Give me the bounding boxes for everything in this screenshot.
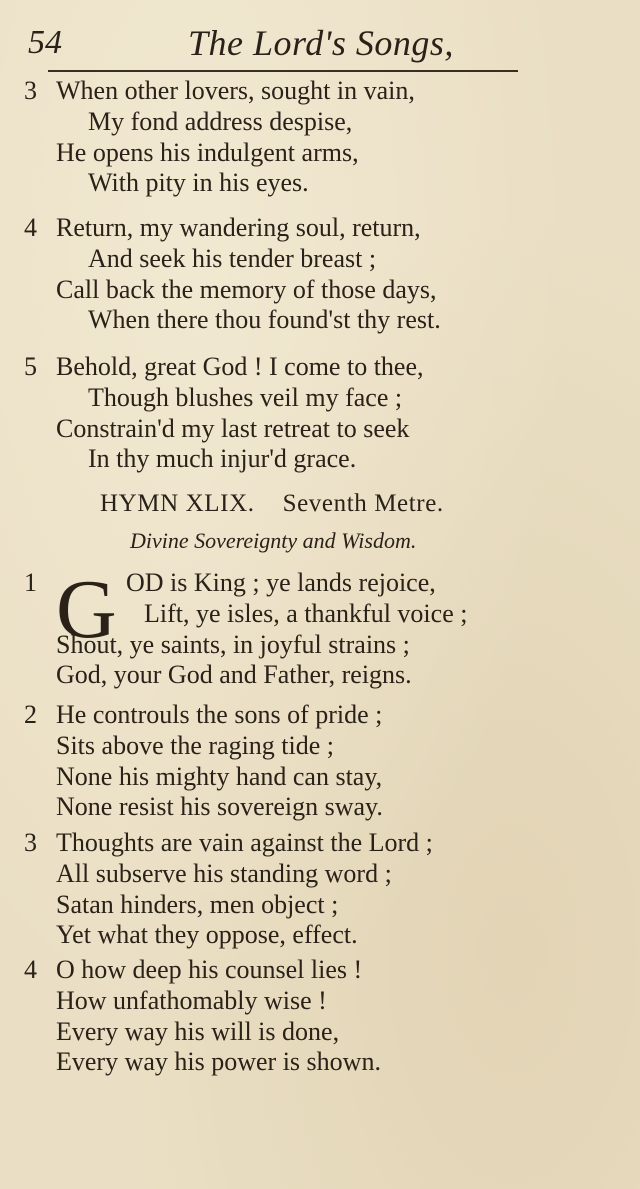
stanza-number: 5 [24, 352, 37, 381]
stanza-top-5 [24, 352, 624, 475]
verse-line: God, your God and Father, reigns. [56, 660, 412, 690]
stanza-number: 3 [24, 76, 37, 105]
stanza-top-4 [24, 213, 624, 336]
stanza-number: 3 [24, 828, 37, 857]
header-rule [48, 70, 518, 72]
verse-line: When other lovers, sought in vain, [56, 76, 415, 105]
verse-line: OD is King ; ye lands rejoice, [126, 568, 436, 597]
verse-line: Sits above the raging tide ; [56, 730, 335, 760]
verse-line: O how deep his counsel lies ! [56, 955, 363, 984]
verse-line: Behold, great God ! I come to thee, [56, 352, 424, 381]
verse-line: None resist his sovereign sway. [56, 792, 383, 822]
verse-line: Return, my wandering soul, return, [56, 213, 421, 242]
verse-line: Shout, ye saints, in joyful strains ; [56, 629, 410, 659]
hymn-stanza-4 [24, 955, 624, 1078]
verse-line: Thoughts are vain against the Lord ; [56, 828, 433, 857]
hymn-stanza-2 [24, 700, 624, 823]
hymn-number: HYMN XLIX. [100, 490, 255, 517]
hymn-subtitle: Divine Sovereignty and Wisdom. [130, 528, 417, 553]
stanza-number: 4 [24, 213, 37, 242]
hymn-title [100, 490, 444, 518]
drop-cap: G [56, 563, 117, 656]
verse-line: How unfathomably wise ! [56, 985, 327, 1015]
verse-line: My fond address despise, [88, 106, 353, 136]
verse-line: All subserve his standing word ; [56, 858, 392, 888]
verse-line: None his mighty hand can stay, [56, 761, 383, 791]
stanza-number: 1 [24, 568, 37, 597]
stanza-number: 2 [24, 700, 37, 729]
hymn-stanza-3 [24, 828, 624, 951]
verse-line: Call back the memory of those days, [56, 274, 437, 304]
verse-line: Satan hinders, men object ; [56, 889, 339, 919]
verse-line: Every way his will is done, [56, 1016, 340, 1046]
verse-line: Constrain'd my last retreat to seek [56, 413, 410, 443]
verse-line: He controuls the sons of pride ; [56, 700, 383, 729]
verse-line: Yet what they oppose, effect. [56, 920, 358, 950]
running-title: The Lord's Songs, [188, 23, 454, 63]
hymn-meter: Seventh Metre. [282, 490, 444, 517]
verse-line: And seek his tender breast ; [88, 243, 377, 273]
verse-line: When there thou found'st thy rest. [88, 305, 441, 335]
verse-line: Though blushes veil my face ; [88, 382, 403, 412]
stanza-top-3 [24, 76, 624, 199]
verse-line: Every way his power is shown. [56, 1047, 381, 1077]
stanza-number: 4 [24, 955, 37, 984]
verse-line: With pity in his eyes. [88, 168, 309, 198]
page-number: 54 [28, 24, 62, 61]
page-header [28, 18, 618, 66]
verse-line: Lift, ye isles, a thankful voice ; [144, 598, 468, 628]
verse-line: He opens his indulgent arms, [56, 137, 359, 167]
verse-line: In thy much injur'd grace. [88, 444, 357, 474]
